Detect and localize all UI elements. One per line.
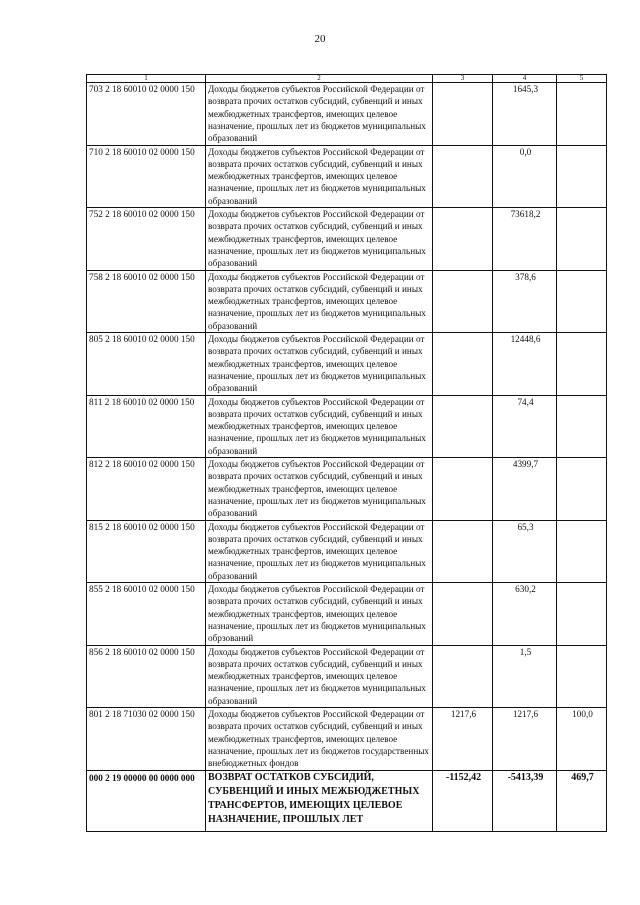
- header-col-4: 4: [493, 75, 557, 83]
- value-col3-cell: [433, 583, 493, 646]
- budget-code-cell: 815 2 18 60010 02 0000 150: [87, 520, 206, 583]
- income-name-cell: Доходы бюджетов субъектов Российской Федерации от возврата прочих остатков субсидий, субвенций и иных межбюджетных трансфертов, имеющих целевое назначение, прошлых лет из бюджетов муниципальных образований: [206, 645, 433, 708]
- table-row: [87, 83, 607, 146]
- budget-table: [86, 74, 607, 832]
- income-name-cell: Доходы бюджетов субъектов Российской Федерации от возврата прочих остатков субсидий, субвенций и иных межбюджетных трансфертов, имеющих целевое назначение, прошлых лет из бюджетов государственных внебюджетных фондов: [206, 708, 433, 771]
- value-col3-cell: -1152,42: [433, 770, 493, 831]
- value-col4-cell: 74,4: [493, 395, 557, 458]
- income-name-cell: ВОЗВРАТ ОСТАТКОВ СУБСИДИЙ, СУБВЕНЦИЙ И ИНЫХ МЕЖБЮДЖЕТНЫХ ТРАНСФЕРТОВ, ИМЕЮЩИХ ЦЕЛЕВОЕ НАЗНАЧЕНИЕ, ПРОШЛЫХ ЛЕТ: [206, 770, 433, 831]
- budget-code-cell: 758 2 18 60010 02 0000 150: [87, 270, 206, 333]
- income-name-cell: Доходы бюджетов субъектов Российской Федерации от возврата прочих остатков субсидий, субвенций и иных межбюджетных трансфертов, имеющих целевое назначение, прошлых лет из бюджетов муниципальных образований: [206, 145, 433, 208]
- table-row: [87, 208, 607, 271]
- table-row: [87, 333, 607, 396]
- value-col3-cell: [433, 270, 493, 333]
- table-total-row: [87, 770, 607, 831]
- income-name-cell: Доходы бюджетов субъектов Российской Федерации от возврата прочих остатков субсидий, субвенций и иных межбюджетных трансфертов, имеющих целевое назначение, прошлых лет из бюджетов муниципальных образований: [206, 520, 433, 583]
- table-header-row: [87, 75, 607, 83]
- value-col5-cell: [557, 333, 607, 396]
- value-col5-cell: [557, 208, 607, 271]
- value-col5-cell: 469,7: [557, 770, 607, 831]
- value-col3-cell: [433, 208, 493, 271]
- budget-code-cell: 752 2 18 60010 02 0000 150: [87, 208, 206, 271]
- value-col5-cell: [557, 270, 607, 333]
- value-col5-cell: [557, 645, 607, 708]
- value-col5-cell: [557, 458, 607, 521]
- value-col4-cell: 4399,7: [493, 458, 557, 521]
- value-col4-cell: -5413,39: [493, 770, 557, 831]
- income-name-cell: Доходы бюджетов субъектов Российской Федерации от возврата прочих остатков субсидий, субвенций и иных межбюджетных трансфертов, имеющих целевое назначение, прошлых лет из бюджетов муниципальных образований: [206, 395, 433, 458]
- income-name-cell: Доходы бюджетов субъектов Российской Федерации от возврата прочих остатков субсидий, субвенций и иных межбюджетных трансфертов, имеющих целевое назначение, прошлых лет из бюджетов муниципальных образований: [206, 270, 433, 333]
- value-col3-cell: [433, 395, 493, 458]
- table-row: [87, 708, 607, 771]
- budget-code-cell: 000 2 19 00000 00 0000 000: [87, 770, 206, 831]
- table-row: [87, 145, 607, 208]
- income-name-cell: Доходы бюджетов субъектов Российской Федерации от возврата прочих остатков субсидий, субвенций и иных межбюджетных трансфертов, имеющих целевое назначение, прошлых лет из бюджетов муниципальных образований: [206, 458, 433, 521]
- value-col4-cell: 73618,2: [493, 208, 557, 271]
- income-name-cell: Доходы бюджетов субъектов Российской Федерации от возврата прочих остатков субсидий, субвенций и иных межбюджетных трансфертов, имеющих целевое назначение, прошлых лет из бюджетов муниципальных образований: [206, 333, 433, 396]
- value-col3-cell: [433, 645, 493, 708]
- value-col4-cell: 12448,6: [493, 333, 557, 396]
- value-col4-cell: 1217,6: [493, 708, 557, 771]
- table-row: [87, 645, 607, 708]
- value-col5-cell: [557, 145, 607, 208]
- income-name-cell: Доходы бюджетов субъектов Российской Федерации от возврата прочих остатков субсидий, субвенций и иных межбюджетных трансфертов, имеющих целевое назначение, прошлых лет из бюджетов муниципальных образований: [206, 83, 433, 146]
- value-col4-cell: 65,3: [493, 520, 557, 583]
- value-col5-cell: [557, 520, 607, 583]
- value-col3-cell: [433, 83, 493, 146]
- header-col-3: 3: [433, 75, 493, 83]
- value-col5-cell: [557, 83, 607, 146]
- header-col-2: 2: [206, 75, 433, 83]
- table-row: [87, 458, 607, 521]
- value-col3-cell: [433, 458, 493, 521]
- value-col4-cell: 1645,3: [493, 83, 557, 146]
- value-col3-cell: [433, 520, 493, 583]
- budget-code-cell: 812 2 18 60010 02 0000 150: [87, 458, 206, 521]
- value-col5-cell: [557, 583, 607, 646]
- header-col-1: 1: [87, 75, 206, 83]
- table-row: [87, 583, 607, 646]
- value-col5-cell: 100,0: [557, 708, 607, 771]
- value-col4-cell: 0,0: [493, 145, 557, 208]
- budget-code-cell: 801 2 18 71030 02 0000 150: [87, 708, 206, 771]
- table-row: [87, 520, 607, 583]
- value-col3-cell: [433, 333, 493, 396]
- page-number: 20: [314, 33, 326, 45]
- table-row: [87, 270, 607, 333]
- value-col4-cell: 630,2: [493, 583, 557, 646]
- income-name-cell: Доходы бюджетов субъектов Российской Федерации от возврата прочих остатков субсидий, субвенций и иных межбюджетных трансфертов, имеющих целевое назначение, прошлых лет из бюджетов муниципальных обрзований: [206, 583, 433, 646]
- budget-code-cell: 811 2 18 60010 02 0000 150: [87, 395, 206, 458]
- budget-code-cell: 703 2 18 60010 02 0000 150: [87, 83, 206, 146]
- budget-code-cell: 856 2 18 60010 02 0000 150: [87, 645, 206, 708]
- value-col4-cell: 378,6: [493, 270, 557, 333]
- table-row: [87, 395, 607, 458]
- header-col-5: 5: [557, 75, 607, 83]
- value-col5-cell: [557, 395, 607, 458]
- budget-code-cell: 855 2 18 60010 02 0000 150: [87, 583, 206, 646]
- value-col4-cell: 1,5: [493, 645, 557, 708]
- value-col3-cell: [433, 145, 493, 208]
- income-name-cell: Доходы бюджетов субъектов Российской Федерации от возврата прочих остатков субсидий, субвенций и иных межбюджетных трансфертов, имеющих целевое назначение, прошлых лет из бюджетов муниципальных образований: [206, 208, 433, 271]
- budget-code-cell: 805 2 18 60010 02 0000 150: [87, 333, 206, 396]
- value-col3-cell: 1217,6: [433, 708, 493, 771]
- budget-code-cell: 710 2 18 60010 02 0000 150: [87, 145, 206, 208]
